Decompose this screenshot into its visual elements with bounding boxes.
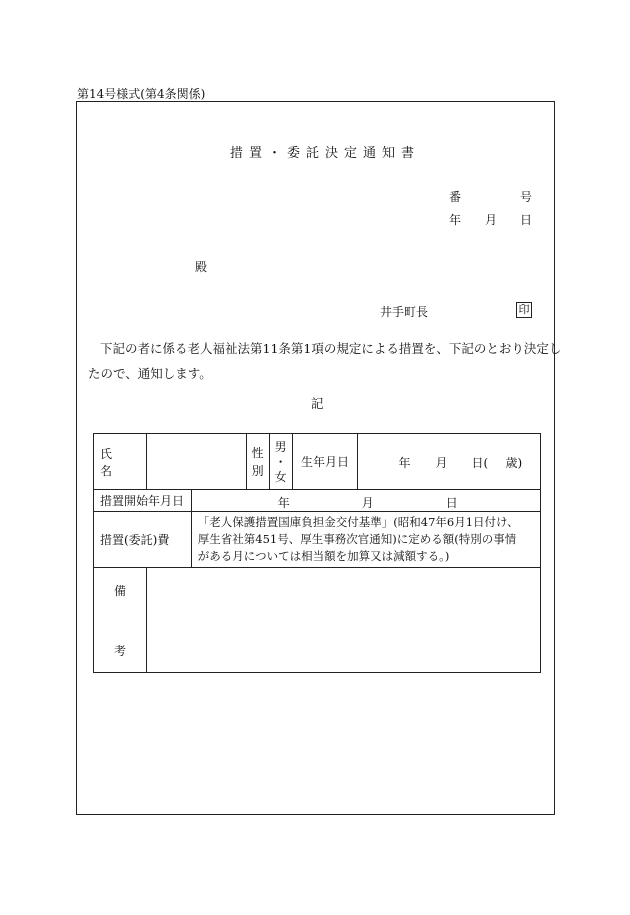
cost-value-cell (191, 512, 540, 568)
sex-male: 男 (274, 439, 287, 454)
issuer-title: 井手町長 (380, 305, 429, 319)
sex-label-1: 性 (251, 445, 264, 460)
date-day-label: 日 (520, 213, 533, 227)
cost-label-cell: 措置(委託)費 (94, 512, 192, 568)
start-day-label: 日 (445, 496, 458, 510)
body-text-line-1: 下記の者に係る老人福祉法第11条第1項の規定による措置を、下記のとおり決定し (100, 341, 562, 356)
date-year-label: 年 (449, 213, 462, 227)
body-text-line-2: たので、通知します。 (88, 366, 212, 381)
sex-label-2: 別 (251, 463, 264, 478)
name-label-cell (94, 434, 147, 490)
details-table (93, 433, 541, 673)
date-month-label: 月 (485, 213, 498, 227)
start-year-label: 年 (277, 496, 290, 510)
number-label-go: 号 (520, 190, 533, 204)
sex-separator: ・ (274, 454, 287, 469)
sex-label-cell (246, 434, 269, 490)
table-row-name (94, 434, 541, 490)
ki-heading: 記 (311, 396, 324, 411)
cost-text-line-2: 厚生省社第451号、厚生事務次官通知)に定める額(特別の事情 (197, 532, 517, 546)
name-label-2: 名 (100, 463, 113, 478)
remarks-label-2: 考 (114, 644, 127, 658)
table-row-cost (94, 512, 541, 568)
remarks-value-cell[interactable] (146, 568, 540, 673)
start-date-label-cell: 措置開始年月日 (94, 490, 192, 512)
birth-month-label: 月 (435, 456, 448, 470)
start-month-label: 月 (361, 496, 374, 510)
form-caption: 第14号様式(第4条関係) (77, 87, 206, 101)
cost-text-line-1: 「老人保護措置国庫負担金交付基準」(昭和47年6月1日付け、 (197, 515, 519, 529)
name-value-cell[interactable] (146, 434, 246, 490)
birthdate-value-cell[interactable] (358, 434, 541, 490)
document-title: 措置・委託決定通知書 (230, 146, 421, 161)
seal-mark: 印 (516, 302, 532, 318)
start-date-value-cell[interactable] (191, 490, 540, 512)
birthdate-label-cell: 生年月日 (292, 434, 358, 490)
birth-age-label: 歳) (505, 456, 523, 470)
birth-year-label: 年 (398, 456, 411, 470)
birth-day-label: 日( (471, 456, 489, 470)
remarks-label-cell (94, 568, 147, 673)
name-label-1: 氏 (100, 446, 113, 461)
sex-female: 女 (274, 469, 287, 484)
addressee-suffix: 殿 (195, 260, 208, 274)
remarks-label-1: 備 (114, 584, 127, 598)
cost-text-line-3: がある月については相当額を加算又は減額する。) (197, 549, 450, 563)
number-label-ban: 番 (449, 190, 462, 204)
table-row-start-date (94, 490, 541, 512)
table-row-remarks (94, 568, 541, 673)
sex-value-cell[interactable] (269, 434, 292, 490)
